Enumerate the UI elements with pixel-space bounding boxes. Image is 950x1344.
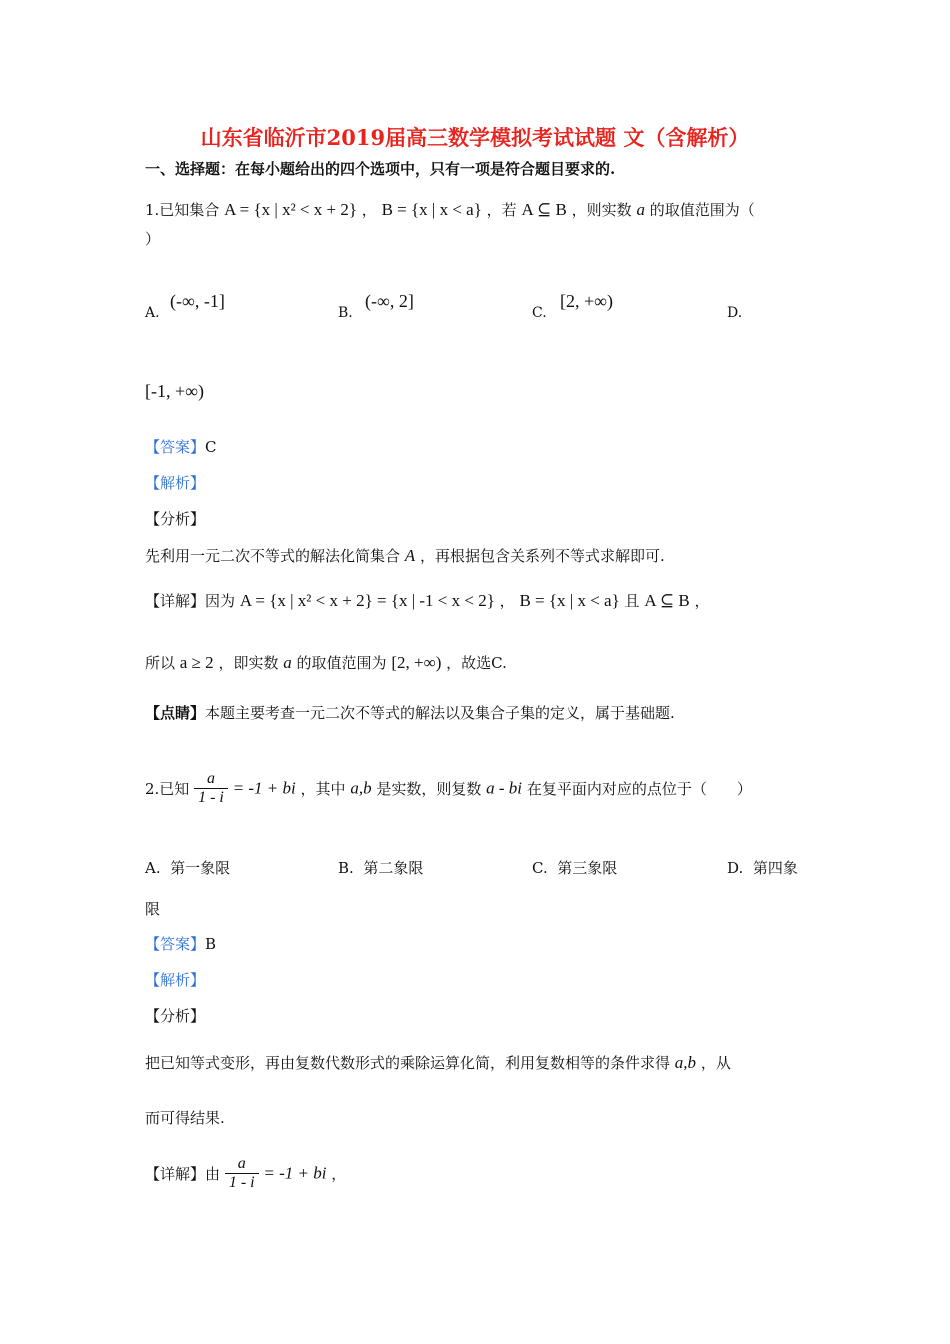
q1-comma: ，: [361, 201, 377, 219]
q2-fenxi-vars: a,b: [674, 1053, 697, 1072]
comment-tag: 【点睛】: [145, 704, 206, 722]
q2-answer: [145, 933, 216, 954]
q1-option-c-value: [2, +∞): [560, 291, 613, 311]
q1-prefix: 1.已知集合: [145, 201, 220, 219]
q2-detail-a: 由: [205, 1165, 221, 1183]
q1-fenxi-text: [145, 545, 665, 566]
q2-prefix: 2.已知: [145, 780, 190, 798]
q2-detail-num: a: [225, 1155, 259, 1174]
q1-detail-expr2: B = {x | x < a}: [519, 591, 620, 610]
q2-detail-b: ，: [331, 1165, 347, 1183]
q2-mid2: 是实数，则复数: [376, 780, 482, 798]
q1-detail-d: ，: [694, 592, 710, 610]
q1-answer-value: C: [205, 438, 217, 456]
q1-fenxi-a: 先利用一元二次不等式的解法化简集合: [145, 547, 401, 565]
q1-subset: A ⊆ B: [521, 200, 567, 219]
q2-option-c-label: C.: [532, 859, 548, 877]
page-title: 山东省临沂市2019届高三数学模拟考试试题 文（含解析）: [200, 125, 750, 150]
q2-option-c: [532, 857, 617, 878]
q1-detail-a: 因为: [205, 592, 236, 610]
q2-option-d-label: D.: [727, 859, 744, 877]
q2-fenxi-b: ，从: [700, 1054, 731, 1072]
q1-comment-text: 本题主要考查一元二次不等式的解法以及集合子集的定义，属于基础题.: [205, 704, 675, 722]
q2-option-b: [338, 857, 423, 878]
q1-concl-a: 所以: [145, 654, 176, 672]
section-heading: 一、选择题：在每小题给出的四个选项中，只有一项是符合题目要求的.: [145, 160, 616, 178]
q2-fenxi-tag: 【分析】: [145, 1007, 206, 1025]
q1-concl-interval: [2, +∞): [391, 653, 442, 672]
q1-option-c-label: C.: [532, 305, 547, 321]
q1-conclusion: [145, 652, 507, 673]
q1-fenxi-tag: 【分析】: [145, 510, 206, 528]
q1-mid: ，若: [486, 201, 517, 219]
q1-option-b-label: B.: [338, 305, 353, 321]
q2-eq: = -1 + bi: [232, 778, 296, 798]
q2-frac-den: 1 - i: [198, 789, 224, 806]
q1-set-a: A = {x | x² < x + 2}: [224, 200, 358, 219]
q2-answer-value: B: [205, 935, 217, 953]
question-1-stem: [145, 199, 755, 220]
answer-tag: 【答案】: [145, 935, 206, 953]
q1-option-d-label: D.: [727, 305, 743, 321]
q2-option-b-value: 第二象限: [363, 859, 424, 877]
q1-detail-sub: A ⊆ B: [644, 591, 690, 610]
q1-detail: [145, 590, 710, 611]
q2-option-d-wrap: 限: [145, 900, 161, 918]
q1-detail-c: 且: [624, 592, 640, 610]
q1-option-d-value: [-1, +∞): [145, 381, 204, 401]
q2-option-b-label: B.: [338, 859, 354, 877]
q1-fenxi-b: ，再根据包含关系列不等式求解即可.: [419, 547, 665, 565]
q2-option-c-value: 第三象限: [557, 859, 618, 877]
q2-fenxi-text-cont: 而可得结果.: [145, 1109, 225, 1127]
q2-detail-den: 1 - i: [228, 1174, 255, 1191]
q2-fenxi-text: [145, 1052, 731, 1073]
question-2-stem: [145, 770, 752, 807]
q1-detail-expr: A = {x | x² < x + 2} = {x | -1 < x < 2}: [239, 591, 495, 610]
q1-option-a-value: (-∞, -1]: [170, 291, 225, 311]
q1-analysis-tag: 【解析】: [145, 474, 206, 492]
q2-detail-fraction: [225, 1155, 259, 1192]
q1-mid2: ，则实数: [571, 201, 632, 219]
q2-option-a-label: A.: [145, 859, 161, 877]
q1-concl-var: a: [283, 653, 292, 672]
q1-concl-d: ，故选C.: [446, 654, 507, 672]
q1-concl-b: ，即实数: [218, 654, 279, 672]
q1-var: a: [636, 200, 645, 219]
q1-set-b: B = {x | x < a}: [381, 200, 482, 219]
q2-fenxi-a: 把已知等式变形，再由复数代数形式的乘除运算化简，利用复数相等的条件求得: [145, 1054, 671, 1072]
q1-concl-expr: a ≥ 2: [179, 653, 214, 672]
q1-close-paren: ）: [145, 230, 161, 248]
q2-option-a: [145, 857, 230, 878]
q2-option-a-value: 第一象限: [170, 859, 231, 877]
q2-fraction: [194, 770, 228, 807]
q2-mid: ，其中: [300, 780, 346, 798]
q2-option-d: [727, 857, 798, 878]
q2-vars: a,b: [350, 778, 372, 798]
q1-answer: [145, 436, 217, 457]
q2-analysis-tag: 【解析】: [145, 971, 206, 989]
q2-frac-num: a: [194, 770, 228, 789]
q1-detail-b: ，: [499, 592, 515, 610]
q2-expr: a - bi: [486, 778, 523, 798]
q1-option-b-value: (-∞, 2]: [365, 291, 414, 311]
q2-detail: [145, 1155, 346, 1192]
q1-comment: [145, 702, 675, 723]
q1-fenxi-var: A: [404, 546, 416, 565]
q2-suffix: 在复平面内对应的点位于（ ）: [526, 780, 752, 798]
answer-tag: 【答案】: [145, 438, 206, 456]
q1-suffix: 的取值范围为（: [649, 201, 755, 219]
detail-tag: 【详解】: [145, 592, 206, 610]
q2-detail-eq: = -1 + bi: [263, 1163, 327, 1183]
q1-option-a-label: A.: [145, 305, 160, 321]
detail-tag: 【详解】: [145, 1165, 206, 1183]
q2-option-d-value: 第四象: [752, 859, 798, 877]
q1-concl-c: 的取值范围为: [296, 654, 387, 672]
